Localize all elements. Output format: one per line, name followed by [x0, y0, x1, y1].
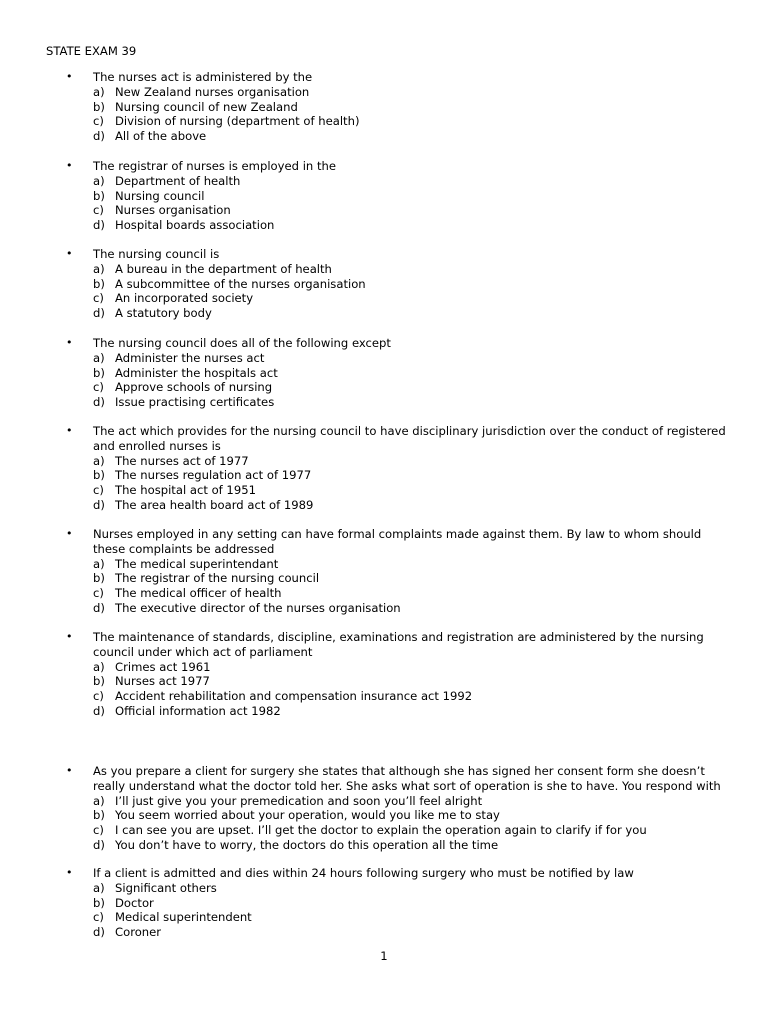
page-title: STATE EXAM 39	[46, 44, 137, 58]
option-letter: a)	[93, 453, 105, 468]
option-d	[93, 601, 726, 616]
option-d	[93, 925, 726, 940]
option-c	[93, 483, 726, 498]
option-text: The registrar of the nursing council	[115, 571, 320, 586]
option-list	[93, 262, 726, 321]
option-text: Department of health	[115, 173, 241, 188]
option-list	[93, 85, 726, 144]
option-text: A bureau in the department of health	[115, 261, 332, 276]
bullet-icon: •	[66, 159, 73, 172]
option-text: Significant others	[115, 880, 217, 895]
option-b	[93, 468, 726, 483]
option-text: Coroner	[115, 925, 162, 940]
option-list	[93, 351, 726, 410]
option-text: The area health board act of 1989	[115, 497, 314, 512]
option-text: Approve schools of nursing	[115, 380, 273, 395]
bullet-icon: •	[66, 527, 73, 540]
question-9	[66, 866, 726, 940]
option-a	[93, 794, 726, 809]
option-text: An incorporated society	[115, 291, 254, 306]
option-text: Medical superintendent	[115, 910, 252, 925]
option-letter: c)	[93, 689, 104, 704]
option-b	[93, 277, 726, 292]
question-5	[66, 424, 726, 513]
option-list	[93, 454, 726, 513]
option-b	[93, 674, 726, 689]
option-letter: c)	[93, 380, 104, 395]
option-b	[93, 100, 726, 115]
option-text: A statutory body	[115, 306, 212, 321]
option-a	[93, 85, 726, 100]
option-letter: d)	[93, 925, 105, 940]
option-letter: d)	[93, 218, 105, 233]
option-c	[93, 910, 726, 925]
option-letter: d)	[93, 129, 105, 144]
option-c	[93, 114, 726, 129]
option-text: Nursing council	[115, 188, 205, 203]
option-a	[93, 660, 726, 675]
option-c	[93, 586, 726, 601]
option-d	[93, 498, 726, 513]
option-list	[93, 794, 726, 853]
option-text: Nursing council of new Zealand	[115, 99, 298, 114]
option-text: You don’t have to worry, the doctors do this operation all the time	[115, 837, 499, 852]
option-letter: c)	[93, 114, 104, 129]
option-text: The executive director of the nurses organisation	[115, 600, 401, 615]
option-letter: a)	[93, 556, 105, 571]
option-letter: c)	[93, 823, 104, 838]
option-text: I can see you are upset. I’ll get the doctor to explain the operation again to clarify if for you	[115, 823, 647, 838]
option-letter: c)	[93, 483, 104, 498]
option-d	[93, 306, 726, 321]
question-8	[66, 764, 726, 853]
option-letter: d)	[93, 600, 105, 615]
option-c	[93, 823, 726, 838]
option-letter: d)	[93, 395, 105, 410]
option-b	[93, 366, 726, 381]
option-letter: c)	[93, 910, 104, 925]
option-text: The hospital act of 1951	[115, 483, 256, 498]
option-letter: a)	[93, 84, 105, 99]
option-list	[93, 557, 726, 616]
option-text: You seem worried about your operation, would you like me to stay	[115, 808, 500, 823]
option-c	[93, 689, 726, 704]
question-1	[66, 70, 726, 144]
page-number: 1	[380, 949, 388, 963]
option-letter: c)	[93, 203, 104, 218]
option-letter: a)	[93, 350, 105, 365]
option-letter: a)	[93, 659, 105, 674]
option-letter: b)	[93, 365, 105, 380]
option-letter: b)	[93, 188, 105, 203]
option-c	[93, 291, 726, 306]
bullet-icon: •	[66, 336, 73, 349]
option-b	[93, 189, 726, 204]
bullet-icon: •	[66, 424, 73, 437]
question-text: As you prepare a client for surgery she states that although she has signed her consent form she doesn’t really understand what the doctor told her. She asks what sort of operation is she to have. You respond with	[93, 764, 721, 793]
option-b	[93, 896, 726, 911]
bullet-icon: •	[66, 764, 73, 777]
bullet-icon: •	[66, 866, 73, 879]
option-b	[93, 571, 726, 586]
option-letter: b)	[93, 276, 105, 291]
option-text: Division of nursing (department of health)	[115, 114, 360, 129]
option-letter: c)	[93, 291, 104, 306]
question-text: If a client is admitted and dies within 24 hours following surgery who must be notified by law	[93, 866, 634, 880]
option-letter: d)	[93, 837, 105, 852]
option-text: Official information act 1982	[115, 703, 281, 718]
question-text: The nursing council is	[93, 247, 220, 261]
option-d	[93, 704, 726, 719]
option-letter: b)	[93, 808, 105, 823]
option-list	[93, 660, 726, 719]
option-text: Nurses organisation	[115, 203, 231, 218]
option-letter: b)	[93, 468, 105, 483]
option-list	[93, 881, 726, 940]
option-text: Nurses act 1977	[115, 674, 210, 689]
option-text: The medical officer of health	[115, 586, 282, 601]
question-text: The nursing council does all of the following except	[93, 336, 391, 350]
option-c	[93, 380, 726, 395]
option-text: The medical superintendant	[115, 556, 279, 571]
option-c	[93, 203, 726, 218]
question-text: The nurses act is administered by the	[93, 70, 313, 84]
option-list	[93, 174, 726, 233]
option-text: Administer the nurses act	[115, 350, 265, 365]
option-text: Doctor	[115, 895, 154, 910]
option-d	[93, 838, 726, 853]
question-text: The registrar of nurses is employed in the	[93, 159, 336, 173]
option-a	[93, 881, 726, 896]
option-letter: a)	[93, 793, 105, 808]
option-letter: a)	[93, 261, 105, 276]
option-a	[93, 174, 726, 189]
option-letter: b)	[93, 674, 105, 689]
option-letter: a)	[93, 173, 105, 188]
option-d	[93, 395, 726, 410]
question-text: Nurses employed in any setting can have formal complaints made against them. By law to whom should these complaints be addressed	[93, 527, 702, 556]
question-7	[66, 630, 726, 719]
question-2	[66, 159, 726, 233]
option-letter: d)	[93, 703, 105, 718]
option-a	[93, 351, 726, 366]
question-text: The maintenance of standards, discipline, examinations and registration are administered by the nursing council under which act of parliament	[93, 630, 704, 659]
question-4	[66, 336, 726, 410]
option-letter: a)	[93, 880, 105, 895]
option-a	[93, 262, 726, 277]
question-6	[66, 527, 726, 616]
option-b	[93, 808, 726, 823]
option-text: Crimes act 1961	[115, 659, 211, 674]
option-text: All of the above	[115, 129, 207, 144]
option-letter: d)	[93, 306, 105, 321]
question-3	[66, 247, 726, 321]
bullet-icon: •	[66, 630, 73, 643]
option-text: Hospital boards association	[115, 218, 275, 233]
option-text: The nurses act of 1977	[115, 453, 249, 468]
option-letter: b)	[93, 895, 105, 910]
option-text: New Zealand nurses organisation	[115, 84, 310, 99]
option-a	[93, 557, 726, 572]
option-letter: b)	[93, 99, 105, 114]
option-text: The nurses regulation act of 1977	[115, 468, 312, 483]
option-d	[93, 218, 726, 233]
option-a	[93, 454, 726, 469]
option-letter: c)	[93, 586, 104, 601]
option-text: Issue practising certificates	[115, 395, 275, 410]
option-d	[93, 129, 726, 144]
option-text: Administer the hospitals act	[115, 365, 278, 380]
option-text: I’ll just give you your premedication and soon you’ll feel alright	[115, 793, 483, 808]
option-text: A subcommittee of the nurses organisation	[115, 276, 366, 291]
bullet-icon: •	[66, 247, 73, 260]
option-text: Accident rehabilitation and compensation insurance act 1992	[115, 689, 473, 704]
question-text: The act which provides for the nursing council to have disciplinary jurisdiction over the conduct of registered and enrolled nurses is	[93, 424, 726, 453]
option-letter: b)	[93, 571, 105, 586]
option-letter: d)	[93, 497, 105, 512]
bullet-icon: •	[66, 70, 73, 83]
